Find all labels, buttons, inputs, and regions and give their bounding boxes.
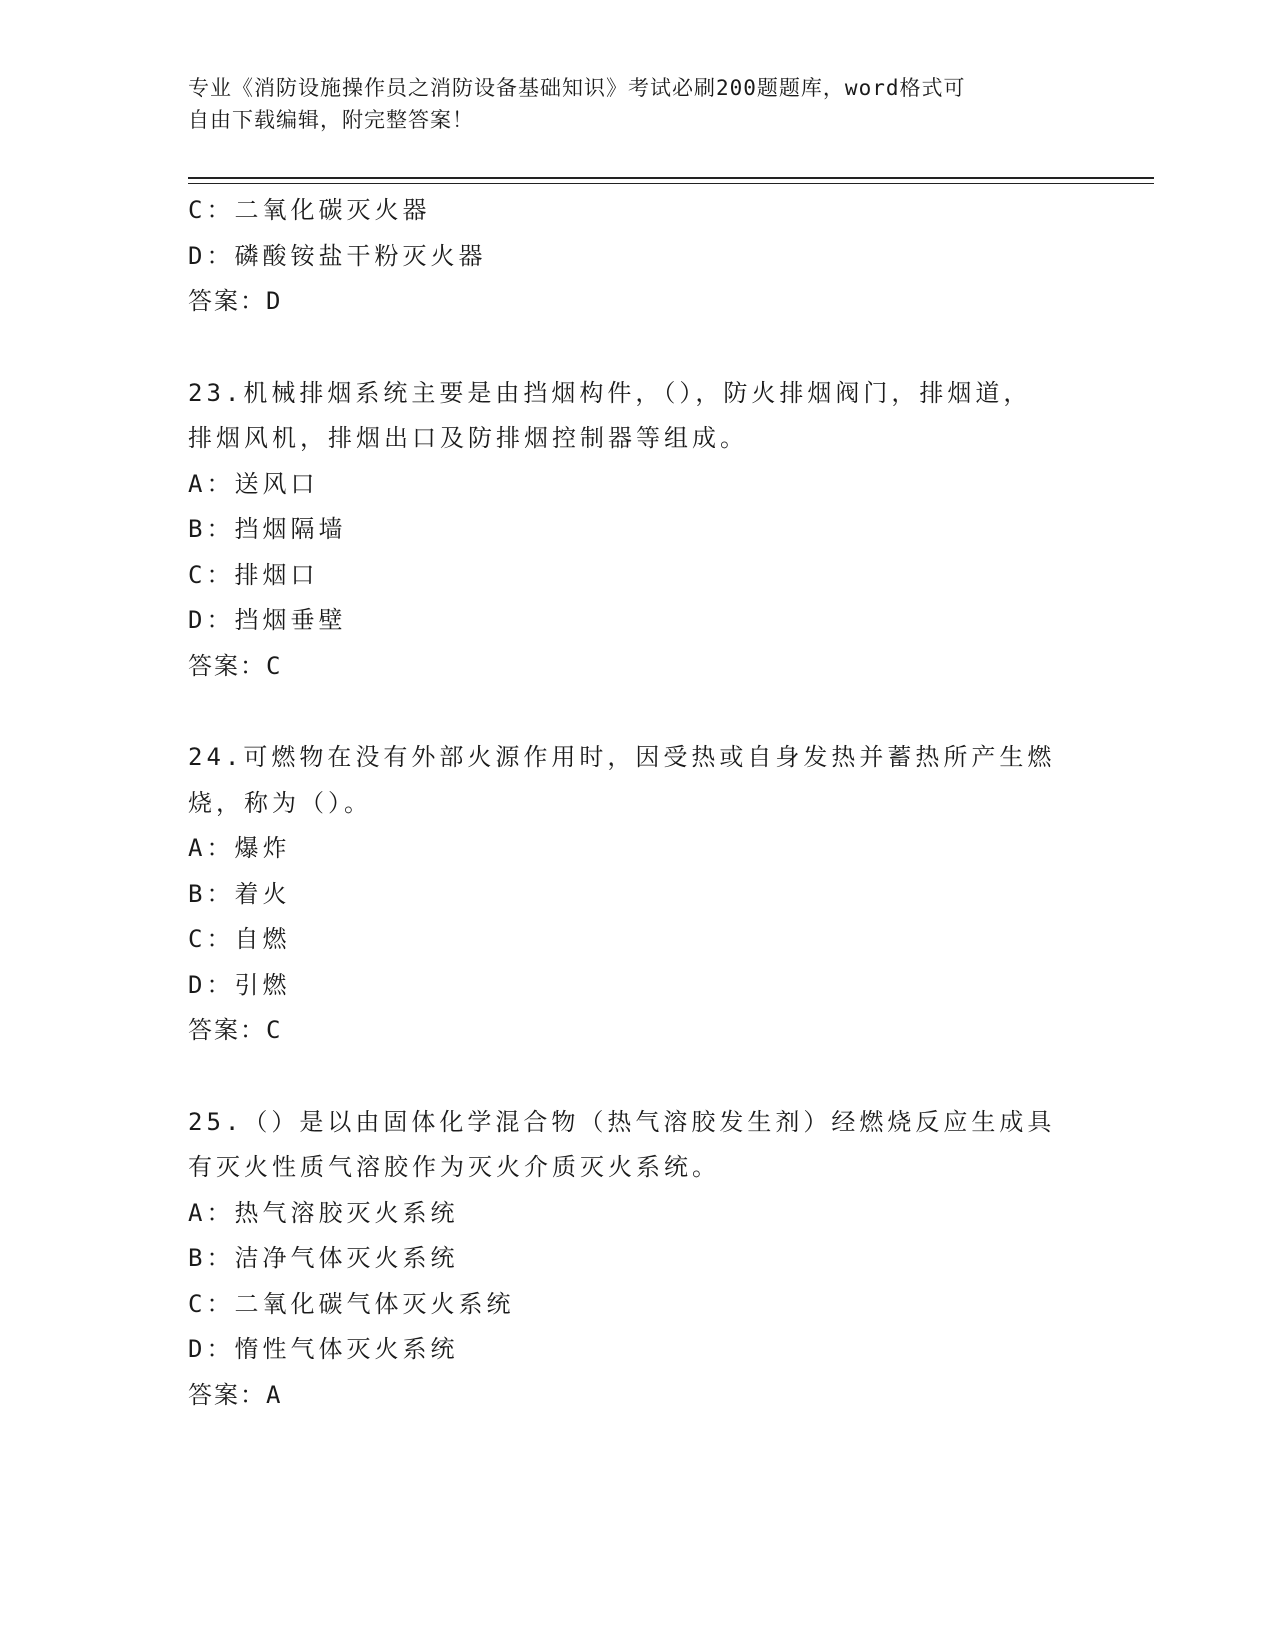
option-d: D：引燃 — [188, 970, 291, 999]
option-c: C：二氧化碳气体灭火系统 — [188, 1289, 515, 1318]
header-line-2: 自由下载编辑，附完整答案！ — [188, 108, 474, 132]
option-d: D：惰性气体灭火系统 — [188, 1335, 459, 1363]
question-text-line: 有灭火性质气溶胶作为灭火介质灭火系统。 — [188, 1153, 720, 1181]
spacer — [188, 1054, 1088, 1100]
header-rule-thick — [188, 177, 1154, 179]
option-a: A：热气溶胶灭火系统 — [188, 1198, 459, 1227]
answer: 答案：C — [188, 1016, 283, 1044]
header-line-1: 专业《消防设施操作员之消防设备基础知识》考试必刷200题题库，word格式可 — [188, 76, 966, 100]
question-25 — [188, 1100, 1088, 1419]
option-c: C：自燃 — [188, 925, 291, 953]
option-b: B：洁净气体灭火系统 — [188, 1244, 459, 1272]
page-header — [188, 72, 1068, 136]
question-text-line: 24.可燃物在没有外部火源作用时，因受热或自身发热并蓄热所产生燃 — [188, 743, 1056, 771]
option-a: A：送风口 — [188, 469, 319, 498]
option-b: B：着火 — [188, 879, 291, 908]
answer: 答案：D — [188, 287, 283, 315]
question-24 — [188, 735, 1088, 1054]
partial-question — [188, 188, 1088, 325]
answer: 答案：A — [188, 1380, 283, 1409]
option-c: C：二氧化碳灭火器 — [188, 196, 431, 224]
question-text-line: 23.机械排烟系统主要是由挡烟构件，（），防火排烟阀门，排烟道， — [188, 378, 1032, 407]
option-d: D：挡烟垂壁 — [188, 606, 347, 634]
option-d: D：磷酸铵盐干粉灭火器 — [188, 241, 487, 270]
question-text-line: 25.（）是以由固体化学混合物（热气溶胶发生剂）经燃烧反应生成具 — [188, 1107, 1056, 1136]
question-content — [188, 188, 1088, 1418]
question-23 — [188, 371, 1088, 690]
spacer — [188, 689, 1088, 735]
option-c: C：排烟口 — [188, 560, 319, 589]
option-a: A：爆炸 — [188, 834, 291, 862]
question-text-line: 排烟风机，排烟出口及防排烟控制器等组成。 — [188, 424, 748, 452]
header-rule-thin — [188, 183, 1154, 184]
question-text-line: 烧，称为（）。 — [188, 788, 372, 817]
answer: 答案：C — [188, 651, 283, 680]
spacer — [188, 325, 1088, 371]
option-b: B：挡烟隔墙 — [188, 515, 347, 543]
